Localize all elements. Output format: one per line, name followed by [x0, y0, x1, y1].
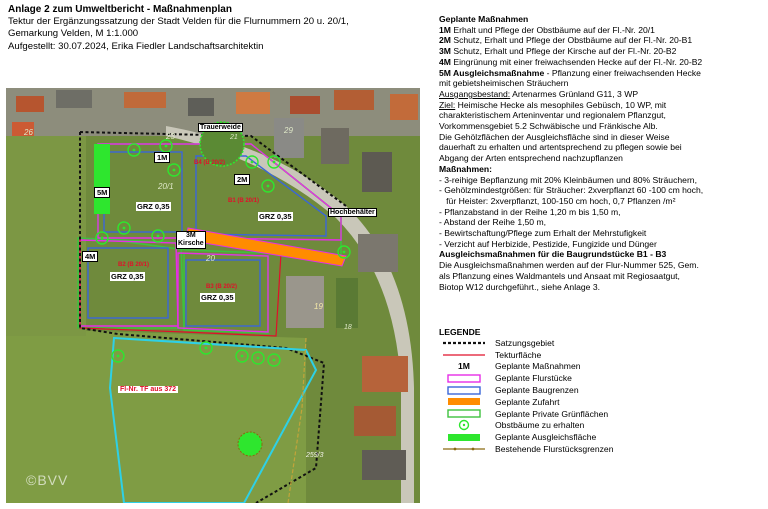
legend-label: Geplante Baugrenzen	[495, 385, 579, 396]
legend-item-obstbaeume	[439, 420, 764, 432]
label-grz-3: GRZ 0,35	[111, 272, 144, 281]
roof	[56, 90, 92, 108]
label-3m: 3M	[185, 232, 196, 239]
satzung-symbol	[439, 338, 489, 348]
tektur-symbol	[439, 350, 489, 360]
hedge-planting	[238, 432, 262, 456]
label-parcel-19: 19	[314, 302, 323, 311]
measure-item-3	[439, 46, 764, 57]
roof	[362, 450, 406, 480]
measure-item-1	[439, 25, 764, 36]
roof	[16, 96, 44, 112]
site-map	[6, 88, 420, 503]
label-flnr-tf: Fl-Nr. TF aus 372	[120, 386, 177, 393]
measure-text: Schutz, Erhalt und Pflege der Obstbäume auf der Fl.-Nr. 20-B1	[453, 35, 693, 46]
label-trauerweide: Trauerweide	[200, 124, 241, 131]
measure-item-5	[439, 68, 764, 79]
bullet-5: - Abstand der Reihe 1,50 m,	[439, 217, 547, 228]
label-grz-1: GRZ 0,35	[137, 202, 170, 211]
legend-item-ausgleichsflaeche	[439, 431, 764, 443]
measure-item-4	[439, 57, 764, 68]
bullet-2: - Gehölzmindestgrößen: für Sträucher: 2xverpflanzt 60 -100 cm hoch,	[439, 185, 704, 196]
watermark-bvv: ©BVV	[26, 472, 69, 488]
measure-text: Schutz, Erhalt und Pflege der Kirsche auf der Fl.-Nr. 20-B2	[453, 46, 677, 57]
ziel-text: Heimische Hecke als mesophiles Gebüsch, 10 WP, mit	[455, 99, 667, 110]
legend-item-satzung	[439, 337, 764, 349]
legend-item-flurstuecke	[439, 372, 764, 384]
bullet-4: - Pflanzabstand in der Reihe 1,20 m bis 1,50 m,	[439, 206, 621, 217]
green-fill-symbol	[439, 432, 489, 442]
ausgang-line	[439, 89, 764, 100]
header-line-2: Tektur der Ergänzungssatzung der Stadt Velden für die Flurnummern 20 u. 20/1,	[8, 16, 349, 28]
roof	[274, 118, 304, 158]
label-2m: 2M	[234, 174, 250, 185]
ziel-line	[439, 100, 764, 111]
measures-panel	[439, 14, 764, 292]
measure-code: 2M	[439, 35, 451, 46]
label-plot-b1: B1 (B 20/1)	[228, 198, 260, 204]
label-parcel-20: 20	[206, 254, 215, 263]
measures-title: Geplante Maßnahmen	[439, 14, 529, 24]
garden	[336, 278, 358, 328]
bullet-3: für Heister: 2xverpflanzt, 100-150 cm hoch, 0,7 Pflanzen /m²	[439, 195, 676, 206]
label-plot-b4: B4 (B 20/2)	[194, 160, 226, 166]
measure-code: 3M	[439, 46, 451, 57]
legend-title: LEGENDE	[439, 327, 481, 337]
roof	[321, 128, 349, 164]
label-parcel-18: 18	[344, 324, 352, 331]
desc-line-2: dauerhaft zu erhalten und artentsprechend zu pflegen sowie bei	[439, 142, 682, 153]
ausgang-label: Ausgangsbestand:	[439, 88, 511, 99]
legend-label: Tekturfläche	[495, 349, 542, 360]
legend-item-baugrenzen	[439, 384, 764, 396]
meadow	[6, 136, 86, 336]
desc-line-3: Abgang der Arten entsprechend nachzupflanzen	[439, 153, 623, 164]
label-plot-b3: B3 (B 20/2)	[206, 284, 238, 290]
label-5m: 5M	[94, 187, 110, 198]
legend-item-flurstuecksgrenzen	[439, 443, 764, 455]
desc-line-1: Die Gehölzflächen der Ausgleichsfläche sind in dieser Weise	[439, 131, 670, 142]
legend-label: Obstbäume zu erhalten	[495, 420, 585, 431]
measure-text: Eingrünung mit einer freiwachsenden Hecke auf der Fl.-Nr. 20-B2	[453, 56, 703, 67]
green-rect-symbol	[439, 409, 489, 419]
label-hochbehaelter: Hochbehälter	[330, 209, 375, 216]
roof	[236, 92, 270, 114]
legend-label: Geplante Maßnahmen	[495, 361, 581, 372]
legend-label: Satzungsgebiet	[495, 337, 555, 348]
magenta-rect-symbol	[439, 373, 489, 383]
legend-item-zufahrt	[439, 396, 764, 408]
ziel-line-2: charakteristischem Arteninventar und regionalem Pflanzgut,	[439, 110, 666, 121]
roof	[354, 406, 396, 436]
measure-code: 4M	[439, 56, 451, 67]
bullet-7: - Verzicht auf Herbizide, Pestizide, Fungizide und Dünger	[439, 238, 657, 249]
roof	[188, 98, 214, 116]
label-parcel-21: 21	[230, 134, 238, 141]
legend-item-tektur	[439, 349, 764, 361]
measure-code-symbol	[439, 361, 489, 371]
map-title: Anlage 2 zum Umweltbericht - Maßnahmenplan	[8, 4, 232, 15]
roof	[362, 356, 408, 392]
ausgang-text: Artenarmes Grünland G11, 3 WP	[510, 88, 639, 99]
legend-item-gruenflaechen	[439, 408, 764, 420]
orange-rect-symbol	[439, 397, 489, 407]
label-parcel-29: 29	[284, 126, 293, 135]
label-plot-b2: B2 (B 20/1)	[118, 262, 150, 268]
label-kirsche: Kirsche	[178, 240, 204, 247]
header-line-3: Gemarkung Velden, M 1:1.000	[8, 28, 139, 40]
label-4m: 4M	[82, 251, 98, 262]
legend-label: Geplante Ausgleichsfläche	[495, 432, 597, 443]
ausgleich-line-1: Die Ausgleichsmaßnahmen werden auf der Flur-Nummer 525, Gem.	[439, 260, 699, 271]
ziel-label: Ziel:	[439, 99, 456, 110]
ausgleich-line-3: Biotop W12 durchgeführt., siehe Anlage 3.	[439, 281, 600, 292]
measure-item-2	[439, 35, 764, 46]
compensation-area	[94, 144, 110, 214]
legend-label: Geplante Flurstücke	[495, 373, 572, 384]
legend-label: Geplante Private Grünflächen	[495, 408, 609, 419]
ausgleich-line-2: als Pflanzung eines Waldmantels und Ansaat mit Regiosaatgut,	[439, 270, 680, 281]
label-road: 259/3	[306, 452, 324, 459]
roof	[334, 90, 374, 110]
map-header	[8, 4, 433, 53]
blue-rect-symbol	[439, 385, 489, 395]
label-grz-4: GRZ 0,35	[201, 293, 234, 302]
legend-label: Geplante Zufahrt	[495, 396, 560, 407]
label-parcel-26: 26	[24, 128, 33, 137]
roof	[390, 94, 418, 120]
tree-circle-symbol	[439, 420, 489, 430]
ziel-line-3: Vorkommensgebiet 5.2 Schwäbische und Fränkische Alb.	[439, 121, 658, 132]
roof	[290, 96, 320, 114]
roof	[124, 92, 166, 108]
measure-5m-code: 5M Ausgleichsmaßnahme	[439, 67, 545, 78]
legend	[439, 327, 764, 455]
label-3m-kirsche	[176, 231, 206, 249]
measure-5m-text: - Pflanzung einer freiwachsenden Hecke	[544, 67, 701, 78]
olive-line-symbol	[439, 444, 489, 454]
ausgleich-title: Ausgleichsmaßnahmen für die Baugrundstücke B1 - B3	[439, 249, 667, 260]
label-parcel-23: 23	[166, 132, 175, 141]
label-parcel-20-1: 20/1	[158, 182, 174, 191]
legend-label: Bestehende Flurstücksgrenzen	[495, 444, 614, 455]
roof	[358, 234, 398, 272]
massnahmen-title: Maßnahmen:	[439, 163, 492, 174]
bullet-1: - 3-reihige Bepflanzung mit 20% Kleinbäumen und 80% Sträuchern,	[439, 174, 697, 185]
legend-code: 1M	[458, 361, 470, 372]
roof	[362, 152, 392, 192]
label-grz-2: GRZ 0,35	[259, 212, 292, 221]
measure-5m-text-2: mit gebietsheimischen Sträuchern	[439, 78, 569, 89]
bullet-6: - Bewirtschaftung/Pflege zum Erhalt der Mehrstufigkeit	[439, 228, 647, 239]
measure-code: 1M	[439, 24, 451, 35]
header-line-4: Aufgestellt: 30.07.2024, Erika Fiedler Landschaftsarchitektin	[8, 40, 264, 52]
legend-item-massnahmen	[439, 361, 764, 373]
label-1m: 1M	[154, 152, 170, 163]
measure-text: Erhalt und Pflege der Obstbäume auf der Fl.-Nr. 20/1	[453, 24, 655, 35]
